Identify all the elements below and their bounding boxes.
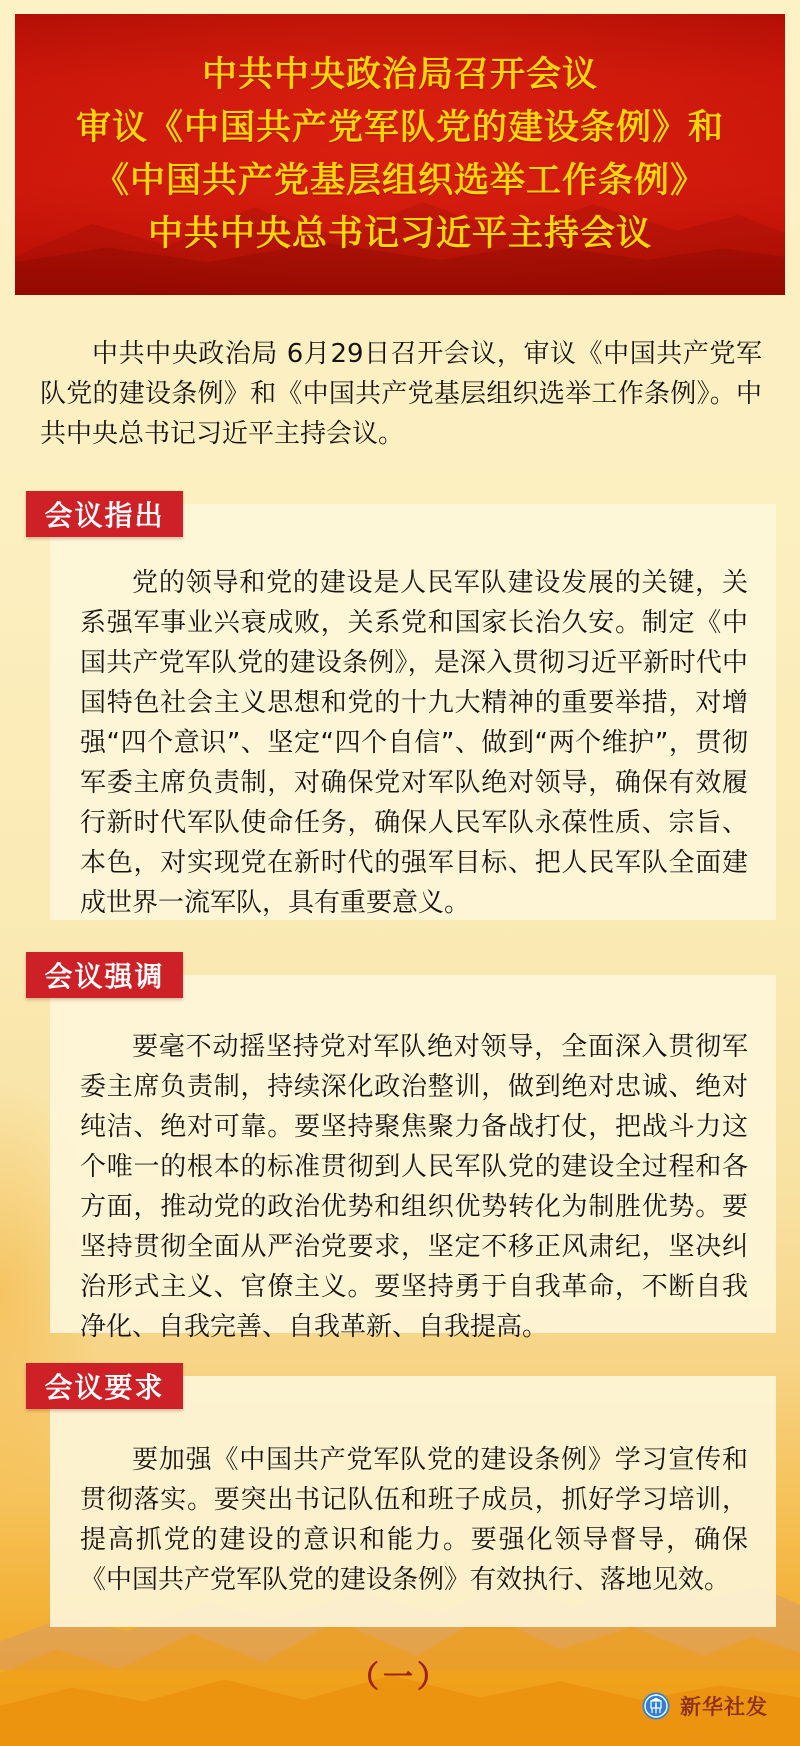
section-badge-meeting-required: 会议要求 (26, 1363, 183, 1409)
section-card-meeting-pointed-out (50, 504, 776, 920)
title-line-2: 审议《中国共产党军队党的建设条例》和 (75, 107, 724, 148)
section-badge-meeting-pointed-out: 会议指出 (26, 491, 183, 537)
credit (642, 1691, 768, 1721)
section-card-meeting-required (50, 1376, 776, 1627)
credit-text: 新华社发 (680, 1695, 768, 1719)
section-card-meeting-stressed (50, 975, 776, 1342)
page-number: （一） (349, 1660, 451, 1695)
title-line-1: 中共中央政治局召开会议 (201, 54, 598, 95)
section-paragraph: 党的领导和党的建设是人民军队建设发展的关键，关系强军事业兴衰成败，关系党和国家长治久安。制定《中国共产党军队党的建设条例》，是深入贯彻习近平新时代中国特色社会主义思想和党的十九大精神的重要举措，对增强“四个意识”、坚定“四个自信”、做到“两个维护”，贯彻军委主席负责制，对确保党对军队绝对领导，确保有效履行新时代军队使命任务，确保人民军队永葆性质、宗旨、本色，对实现党在新时代的强军目标、把人民军队全面建成世界一流军队，具有重要意义。 (80, 568, 748, 918)
title-line-3: 《中国共产党基层组织选举工作条例》 (93, 160, 706, 201)
header-banner (15, 14, 785, 295)
section-badge-meeting-stressed: 会议强调 (26, 952, 183, 998)
page-title (15, 14, 785, 295)
section-paragraph: 要加强《中国共产党军队党的建设条例》学习宣传和贯彻落实。要突出书记队伍和班子成员，抓好学习培训，提高抓党的建设的意识和能力。要强化领导督导，确保《中国共产党军队党的建设条例》有效执行、落地见效。 (80, 1445, 748, 1595)
title-line-4: 中共中央总书记习近平主持会议 (147, 213, 652, 254)
intro-paragraph: 中共中央政治局 6月29日召开会议，审议《中国共产党军队党的建设条例》和《中国共产党基层组织选举工作条例》。中共中央总书记习近平主持会议。 (40, 339, 762, 449)
section-paragraph: 要毫不动摇坚持党对军队绝对领导，全面深入贯彻军委主席负责制，持续深化政治整训，做到绝对忠诚、绝对纯洁、绝对可靠。要坚持聚焦聚力备战打仗，把战斗力这个唯一的根本的标准贯彻到人民军队党的建设全过程和各方面，推动党的政治优势和组织优势转化为制胜优势。要坚持贯彻全面从严治党要求，坚定不移正风肃纪，坚决纠治形式主义、官僚主义。要坚持勇于自我革命，不断自我净化、自我完善、自我革新、自我提高。 (80, 1032, 748, 1342)
xinhua-logo-icon (642, 1692, 670, 1720)
